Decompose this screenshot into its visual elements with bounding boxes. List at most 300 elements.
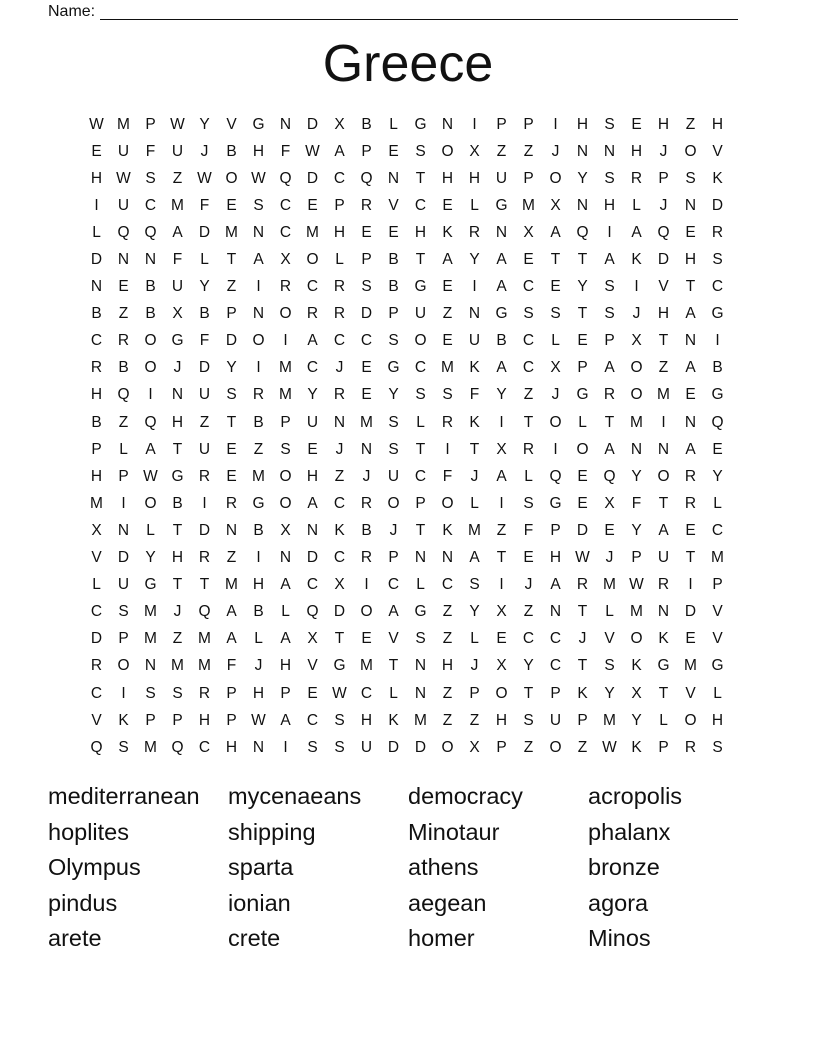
grid-letter[interactable]: Y: [712, 467, 723, 485]
grid-letter[interactable]: V: [685, 684, 696, 702]
grid-letter[interactable]: D: [657, 251, 670, 269]
grid-letter[interactable]: M: [171, 657, 184, 675]
grid-letter[interactable]: S: [550, 305, 561, 323]
grid-letter[interactable]: X: [523, 223, 534, 241]
grid-letter[interactable]: N: [279, 549, 292, 567]
grid-letter[interactable]: W: [251, 169, 266, 187]
grid-letter[interactable]: T: [496, 549, 507, 567]
grid-letter[interactable]: V: [658, 278, 669, 296]
grid-letter[interactable]: B: [91, 413, 102, 431]
grid-letter[interactable]: Z: [523, 386, 534, 404]
grid-letter[interactable]: Z: [442, 711, 453, 729]
grid-letter[interactable]: P: [118, 467, 129, 485]
grid-letter[interactable]: A: [280, 711, 291, 729]
grid-letter[interactable]: G: [657, 657, 670, 675]
grid-letter[interactable]: J: [470, 657, 479, 675]
grid-letter[interactable]: N: [630, 440, 643, 458]
grid-letter[interactable]: Z: [496, 521, 507, 539]
grid-letter[interactable]: A: [334, 142, 345, 160]
grid-letter[interactable]: T: [226, 251, 237, 269]
grid-letter[interactable]: N: [279, 115, 292, 133]
grid-letter[interactable]: G: [414, 115, 427, 133]
grid-letter[interactable]: R: [684, 494, 697, 512]
grid-letter[interactable]: B: [91, 305, 102, 323]
grid-letter[interactable]: T: [685, 278, 696, 296]
grid-letter[interactable]: N: [225, 521, 238, 539]
grid-letter[interactable]: O: [630, 386, 643, 404]
grid-letter[interactable]: T: [415, 169, 426, 187]
grid-letter[interactable]: L: [713, 684, 722, 702]
grid-letter[interactable]: D: [306, 115, 319, 133]
grid-letter[interactable]: F: [145, 142, 156, 160]
grid-letter[interactable]: A: [496, 278, 507, 296]
grid-letter[interactable]: P: [226, 305, 237, 323]
grid-letter[interactable]: M: [279, 359, 292, 377]
grid-letter[interactable]: V: [91, 549, 102, 567]
grid-letter[interactable]: R: [306, 305, 319, 323]
grid-letter[interactable]: E: [307, 684, 318, 702]
grid-letter[interactable]: Z: [172, 169, 183, 187]
grid-letter[interactable]: Z: [442, 305, 453, 323]
grid-letter[interactable]: F: [280, 142, 291, 160]
grid-letter[interactable]: P: [496, 738, 507, 756]
grid-letter[interactable]: T: [334, 630, 345, 648]
grid-letter[interactable]: R: [333, 386, 346, 404]
grid-letter[interactable]: M: [225, 223, 238, 241]
grid-letter[interactable]: O: [684, 711, 697, 729]
grid-letter[interactable]: K: [631, 657, 642, 675]
grid-letter[interactable]: C: [360, 684, 373, 702]
grid-letter[interactable]: T: [469, 440, 480, 458]
grid-letter[interactable]: N: [252, 738, 265, 756]
grid-letter[interactable]: I: [472, 115, 477, 133]
grid-letter[interactable]: Z: [442, 684, 453, 702]
grid-letter[interactable]: N: [414, 657, 427, 675]
grid-letter[interactable]: A: [172, 223, 183, 241]
grid-letter[interactable]: Y: [631, 521, 642, 539]
grid-letter[interactable]: C: [522, 630, 535, 648]
grid-letter[interactable]: C: [306, 278, 319, 296]
grid-letter[interactable]: C: [387, 576, 400, 594]
grid-letter[interactable]: S: [172, 684, 183, 702]
grid-letter[interactable]: J: [389, 521, 398, 539]
grid-letter[interactable]: P: [658, 169, 669, 187]
grid-letter[interactable]: P: [226, 684, 237, 702]
grid-letter[interactable]: E: [361, 223, 372, 241]
grid-letter[interactable]: H: [171, 413, 184, 431]
grid-letter[interactable]: S: [388, 440, 399, 458]
grid-letter[interactable]: W: [305, 142, 320, 160]
grid-letter[interactable]: T: [388, 657, 399, 675]
grid-letter[interactable]: X: [496, 440, 507, 458]
grid-letter[interactable]: L: [578, 413, 587, 431]
grid-letter[interactable]: G: [252, 494, 265, 512]
grid-letter[interactable]: K: [334, 521, 345, 539]
grid-letter[interactable]: V: [226, 115, 237, 133]
grid-letter[interactable]: A: [469, 549, 480, 567]
grid-letter[interactable]: S: [469, 576, 480, 594]
grid-letter[interactable]: U: [360, 738, 373, 756]
grid-letter[interactable]: B: [145, 278, 156, 296]
grid-letter[interactable]: L: [146, 521, 155, 539]
grid-letter[interactable]: J: [254, 657, 263, 675]
grid-letter[interactable]: N: [576, 142, 589, 160]
grid-letter[interactable]: Q: [198, 603, 211, 621]
grid-letter[interactable]: I: [553, 115, 558, 133]
grid-letter[interactable]: J: [659, 142, 668, 160]
grid-letter[interactable]: S: [712, 738, 723, 756]
grid-letter[interactable]: W: [332, 684, 347, 702]
grid-letter[interactable]: A: [307, 494, 318, 512]
grid-letter[interactable]: B: [388, 251, 399, 269]
grid-letter[interactable]: M: [144, 603, 157, 621]
grid-letter[interactable]: T: [577, 657, 588, 675]
grid-letter[interactable]: R: [684, 738, 697, 756]
grid-letter[interactable]: E: [226, 467, 237, 485]
grid-letter[interactable]: T: [172, 576, 183, 594]
grid-letter[interactable]: L: [92, 576, 101, 594]
grid-letter[interactable]: P: [577, 359, 588, 377]
grid-letter[interactable]: E: [685, 386, 696, 404]
grid-letter[interactable]: G: [144, 576, 157, 594]
grid-letter[interactable]: J: [470, 467, 479, 485]
grid-letter[interactable]: C: [306, 359, 319, 377]
grid-letter[interactable]: O: [279, 467, 292, 485]
grid-letter[interactable]: N: [657, 440, 670, 458]
grid-letter[interactable]: P: [469, 684, 480, 702]
grid-letter[interactable]: C: [414, 359, 427, 377]
grid-letter[interactable]: D: [414, 738, 427, 756]
grid-letter[interactable]: L: [416, 576, 425, 594]
grid-letter[interactable]: I: [283, 332, 288, 350]
grid-letter[interactable]: E: [685, 223, 696, 241]
grid-letter[interactable]: D: [306, 549, 319, 567]
grid-letter[interactable]: W: [197, 169, 212, 187]
grid-letter[interactable]: N: [414, 684, 427, 702]
grid-letter[interactable]: H: [576, 115, 589, 133]
grid-letter[interactable]: A: [253, 251, 264, 269]
grid-letter[interactable]: N: [144, 251, 157, 269]
grid-letter[interactable]: E: [361, 359, 372, 377]
grid-letter[interactable]: P: [658, 738, 669, 756]
grid-letter[interactable]: C: [549, 657, 562, 675]
grid-letter[interactable]: E: [604, 521, 615, 539]
grid-letter[interactable]: V: [712, 603, 723, 621]
grid-letter[interactable]: I: [202, 494, 207, 512]
grid-letter[interactable]: E: [577, 332, 588, 350]
grid-letter[interactable]: O: [495, 684, 508, 702]
grid-letter[interactable]: S: [442, 386, 453, 404]
grid-letter[interactable]: Q: [171, 738, 184, 756]
grid-letter[interactable]: E: [307, 440, 318, 458]
grid-letter[interactable]: Y: [496, 386, 507, 404]
grid-letter[interactable]: M: [630, 603, 643, 621]
grid-letter[interactable]: D: [198, 223, 211, 241]
grid-letter[interactable]: A: [685, 305, 696, 323]
grid-letter[interactable]: W: [251, 711, 266, 729]
grid-letter[interactable]: Y: [577, 278, 588, 296]
grid-letter[interactable]: L: [524, 467, 533, 485]
grid-letter[interactable]: Q: [144, 413, 157, 431]
grid-letter[interactable]: N: [144, 657, 157, 675]
grid-letter[interactable]: Q: [360, 169, 373, 187]
grid-letter[interactable]: K: [118, 711, 129, 729]
grid-letter[interactable]: R: [333, 305, 346, 323]
grid-letter[interactable]: U: [387, 467, 400, 485]
grid-letter[interactable]: Q: [144, 223, 157, 241]
grid-letter[interactable]: Z: [523, 603, 534, 621]
grid-letter[interactable]: C: [198, 738, 211, 756]
grid-letter[interactable]: C: [333, 494, 346, 512]
grid-letter[interactable]: A: [145, 440, 156, 458]
grid-letter[interactable]: J: [335, 359, 344, 377]
grid-letter[interactable]: C: [333, 169, 346, 187]
grid-letter[interactable]: H: [711, 711, 724, 729]
grid-letter[interactable]: L: [470, 494, 479, 512]
grid-letter[interactable]: X: [280, 251, 291, 269]
grid-letter[interactable]: H: [630, 142, 643, 160]
grid-letter[interactable]: Y: [307, 386, 318, 404]
grid-letter[interactable]: C: [90, 332, 103, 350]
grid-letter[interactable]: L: [605, 603, 614, 621]
grid-letter[interactable]: M: [630, 413, 643, 431]
grid-letter[interactable]: N: [441, 115, 454, 133]
grid-letter[interactable]: H: [198, 711, 211, 729]
grid-letter[interactable]: E: [388, 223, 399, 241]
grid-letter[interactable]: W: [575, 549, 590, 567]
grid-letter[interactable]: V: [388, 196, 399, 214]
grid-letter[interactable]: T: [577, 251, 588, 269]
grid-letter[interactable]: I: [688, 576, 693, 594]
grid-letter[interactable]: K: [631, 738, 642, 756]
grid-letter[interactable]: T: [658, 494, 669, 512]
grid-letter[interactable]: S: [307, 738, 318, 756]
grid-letter[interactable]: A: [442, 251, 453, 269]
grid-letter[interactable]: I: [499, 576, 504, 594]
grid-letter[interactable]: K: [442, 521, 453, 539]
grid-letter[interactable]: U: [117, 576, 130, 594]
grid-letter[interactable]: S: [145, 684, 156, 702]
grid-letter[interactable]: A: [631, 223, 642, 241]
grid-letter[interactable]: P: [604, 332, 615, 350]
grid-letter[interactable]: R: [198, 549, 211, 567]
grid-letter[interactable]: N: [495, 223, 508, 241]
grid-letter[interactable]: Z: [253, 440, 264, 458]
grid-letter[interactable]: A: [550, 223, 561, 241]
grid-letter[interactable]: N: [603, 142, 616, 160]
grid-letter[interactable]: J: [173, 359, 182, 377]
grid-letter[interactable]: D: [198, 521, 211, 539]
grid-letter[interactable]: N: [468, 305, 481, 323]
grid-letter[interactable]: G: [576, 386, 589, 404]
grid-letter[interactable]: Z: [118, 305, 129, 323]
grid-letter[interactable]: G: [414, 278, 427, 296]
grid-letter[interactable]: G: [387, 359, 400, 377]
grid-letter[interactable]: L: [470, 630, 479, 648]
grid-letter[interactable]: O: [549, 169, 562, 187]
grid-letter[interactable]: X: [469, 738, 480, 756]
grid-letter[interactable]: F: [199, 196, 210, 214]
grid-letter[interactable]: A: [307, 332, 318, 350]
grid-letter[interactable]: M: [603, 576, 616, 594]
grid-letter[interactable]: M: [684, 657, 697, 675]
grid-letter[interactable]: C: [306, 576, 319, 594]
grid-letter[interactable]: T: [172, 521, 183, 539]
grid-letter[interactable]: N: [684, 196, 697, 214]
grid-letter[interactable]: Q: [657, 223, 670, 241]
grid-letter[interactable]: A: [604, 359, 615, 377]
grid-letter[interactable]: F: [523, 521, 534, 539]
grid-letter[interactable]: E: [577, 494, 588, 512]
grid-letter[interactable]: D: [684, 603, 697, 621]
grid-letter[interactable]: Q: [603, 467, 616, 485]
grid-letter[interactable]: H: [252, 576, 265, 594]
grid-letter[interactable]: P: [631, 549, 642, 567]
grid-letter[interactable]: U: [657, 549, 670, 567]
grid-letter[interactable]: P: [523, 115, 534, 133]
grid-letter[interactable]: L: [389, 684, 398, 702]
grid-letter[interactable]: V: [388, 630, 399, 648]
grid-letter[interactable]: J: [173, 603, 182, 621]
grid-letter[interactable]: Q: [576, 223, 589, 241]
grid-letter[interactable]: Y: [469, 603, 480, 621]
grid-letter[interactable]: Y: [631, 711, 642, 729]
grid-letter[interactable]: Y: [226, 359, 237, 377]
grid-letter[interactable]: I: [634, 278, 639, 296]
grid-letter[interactable]: E: [685, 630, 696, 648]
grid-letter[interactable]: S: [523, 711, 534, 729]
grid-letter[interactable]: C: [333, 332, 346, 350]
grid-letter[interactable]: E: [685, 521, 696, 539]
grid-letter[interactable]: X: [604, 494, 615, 512]
grid-letter[interactable]: P: [226, 711, 237, 729]
grid-letter[interactable]: I: [661, 413, 666, 431]
grid-letter[interactable]: N: [549, 603, 562, 621]
grid-letter[interactable]: M: [225, 576, 238, 594]
grid-letter[interactable]: G: [171, 332, 184, 350]
grid-letter[interactable]: S: [145, 169, 156, 187]
grid-letter[interactable]: C: [306, 711, 319, 729]
grid-letter[interactable]: W: [602, 738, 617, 756]
grid-letter[interactable]: O: [657, 467, 670, 485]
grid-letter[interactable]: O: [306, 251, 319, 269]
grid-letter[interactable]: L: [659, 711, 668, 729]
grid-letter[interactable]: F: [469, 386, 480, 404]
grid-letter[interactable]: T: [550, 251, 561, 269]
grid-letter[interactable]: I: [364, 576, 369, 594]
grid-letter[interactable]: Y: [388, 386, 399, 404]
grid-letter[interactable]: R: [90, 359, 103, 377]
grid-letter[interactable]: Q: [279, 169, 292, 187]
grid-letter[interactable]: O: [252, 332, 265, 350]
grid-letter[interactable]: G: [495, 305, 508, 323]
grid-letter[interactable]: C: [522, 278, 535, 296]
grid-letter[interactable]: H: [306, 467, 319, 485]
grid-letter[interactable]: P: [361, 142, 372, 160]
grid-letter[interactable]: Z: [226, 278, 237, 296]
grid-letter[interactable]: I: [499, 413, 504, 431]
grid-letter[interactable]: S: [604, 657, 615, 675]
grid-letter[interactable]: D: [198, 359, 211, 377]
grid-letter[interactable]: K: [442, 223, 453, 241]
grid-letter[interactable]: S: [604, 169, 615, 187]
grid-letter[interactable]: M: [441, 359, 454, 377]
grid-letter[interactable]: I: [283, 738, 288, 756]
grid-letter[interactable]: R: [441, 413, 454, 431]
grid-letter[interactable]: P: [388, 549, 399, 567]
grid-letter[interactable]: M: [657, 386, 670, 404]
grid-letter[interactable]: H: [414, 223, 427, 241]
grid-letter[interactable]: R: [711, 223, 724, 241]
grid-letter[interactable]: M: [306, 223, 319, 241]
grid-letter[interactable]: S: [334, 711, 345, 729]
grid-letter[interactable]: A: [496, 467, 507, 485]
grid-letter[interactable]: B: [253, 521, 264, 539]
grid-letter[interactable]: N: [684, 413, 697, 431]
grid-letter[interactable]: O: [441, 494, 454, 512]
grid-letter[interactable]: W: [116, 169, 131, 187]
grid-letter[interactable]: B: [253, 413, 264, 431]
grid-letter[interactable]: R: [225, 494, 238, 512]
grid-letter[interactable]: A: [226, 603, 237, 621]
grid-letter[interactable]: Z: [442, 603, 453, 621]
grid-letter[interactable]: R: [603, 386, 616, 404]
grid-letter[interactable]: N: [90, 278, 103, 296]
grid-letter[interactable]: S: [280, 440, 291, 458]
grid-letter[interactable]: E: [118, 278, 129, 296]
grid-letter[interactable]: S: [253, 196, 264, 214]
grid-letter[interactable]: S: [415, 630, 426, 648]
grid-letter[interactable]: V: [604, 630, 615, 648]
grid-letter[interactable]: X: [307, 630, 318, 648]
grid-letter[interactable]: P: [280, 684, 291, 702]
grid-letter[interactable]: U: [414, 305, 427, 323]
grid-letter[interactable]: A: [388, 603, 399, 621]
grid-letter[interactable]: O: [144, 332, 157, 350]
name-field[interactable]: [48, 0, 738, 20]
grid-letter[interactable]: P: [361, 251, 372, 269]
grid-letter[interactable]: R: [198, 684, 211, 702]
grid-letter[interactable]: R: [576, 576, 589, 594]
grid-letter[interactable]: E: [523, 549, 534, 567]
grid-letter[interactable]: S: [712, 251, 723, 269]
grid-letter[interactable]: S: [415, 386, 426, 404]
grid-letter[interactable]: U: [198, 386, 211, 404]
grid-letter[interactable]: N: [576, 196, 589, 214]
grid-letter[interactable]: E: [442, 196, 453, 214]
grid-letter[interactable]: S: [226, 386, 237, 404]
grid-letter[interactable]: A: [658, 521, 669, 539]
grid-letter[interactable]: N: [171, 386, 184, 404]
grid-letter[interactable]: X: [91, 521, 102, 539]
grid-letter[interactable]: X: [631, 684, 642, 702]
grid-letter[interactable]: D: [387, 738, 400, 756]
grid-letter[interactable]: H: [441, 169, 454, 187]
grid-letter[interactable]: X: [550, 196, 561, 214]
grid-letter[interactable]: I: [256, 359, 261, 377]
grid-letter[interactable]: M: [90, 494, 103, 512]
grid-letter[interactable]: D: [576, 521, 589, 539]
grid-letter[interactable]: T: [226, 413, 237, 431]
grid-letter[interactable]: O: [630, 359, 643, 377]
grid-letter[interactable]: T: [523, 413, 534, 431]
grid-letter[interactable]: B: [226, 142, 237, 160]
grid-letter[interactable]: I: [553, 440, 558, 458]
grid-letter[interactable]: V: [91, 711, 102, 729]
grid-letter[interactable]: O: [441, 738, 454, 756]
grid-letter[interactable]: K: [631, 251, 642, 269]
grid-letter[interactable]: M: [171, 196, 184, 214]
